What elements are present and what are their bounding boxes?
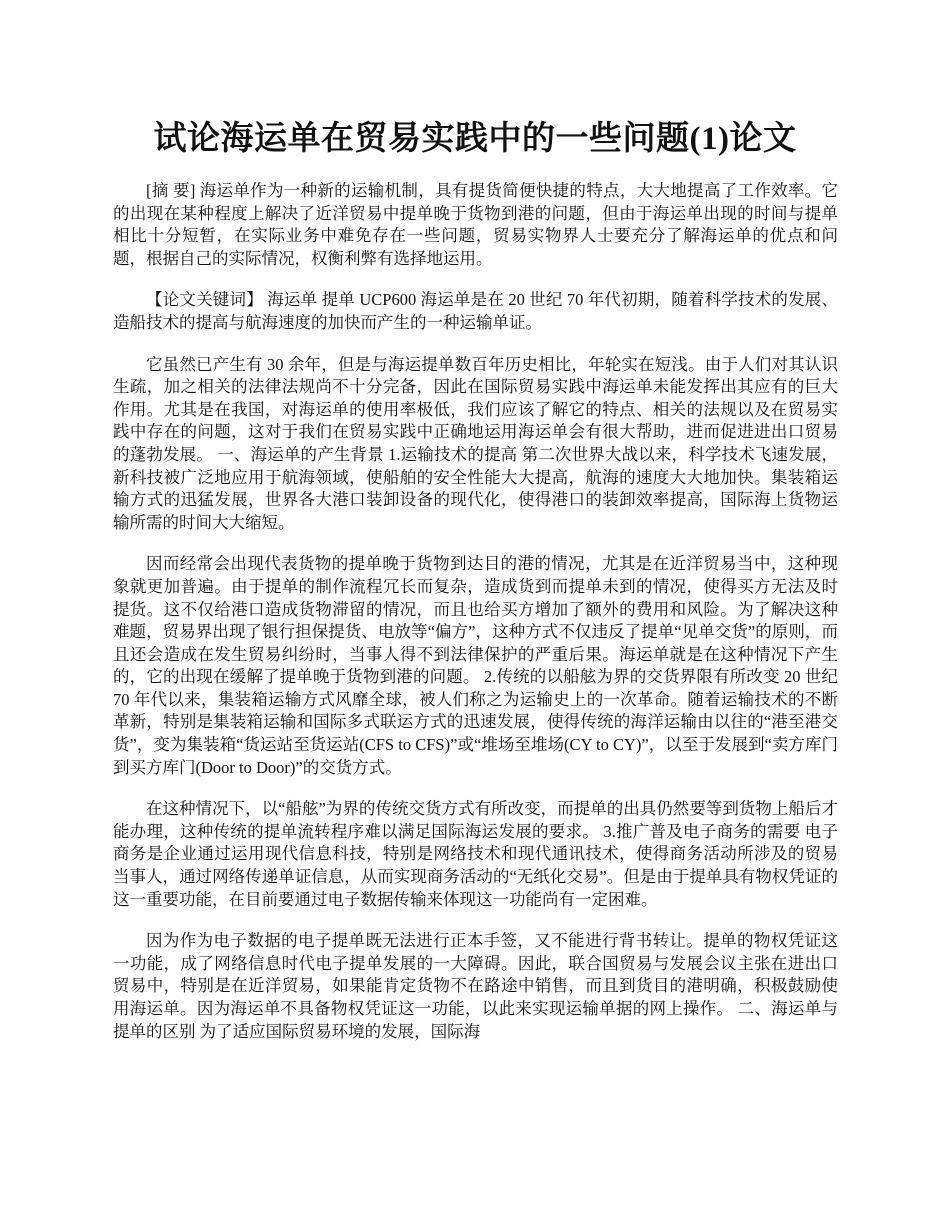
paragraph-electronic-bill: 因为作为电子数据的电子提单既无法进行正本手签，又不能进行背书转让。提单的物权凭证这一功能，成了网络信息时代电子提单发展的一大障碍。因此，联合国贸易与发展会议主张在进出口贸易中，特别是在近洋贸易，如果能肯定货物不在路途中销售，而且到货目的港明确，积极鼓励使用海运单。因为海运单不具备物权凭证这一功能，以此来实现运输单据的网上操作。 二、海运单与提单的区别 为了适应国际贸易环境的发展，国际海 <box>113 931 838 1041</box>
paragraph-abstract: [摘 要] 海运单作为一种新的运输机制，具有提货简便快捷的特点，大大地提高了工作效率。它的出现在某种程度上解决了近洋贸易中提单晚于货物到港的问题，但由于海运单出现的时间与提单相比十分短暂，在实际业务中难免存在一些问题，贸易实物界人士要充分了解海运单的优点和问题，根据自己的实际情况，权衡利弊有选择地运用。 <box>113 181 838 268</box>
paragraph-background: 它虽然已产生有 30 余年，但是与海运提单数百年历史相比，年轮实在短浅。由于人们对其认识生疏，加之相关的法律法规尚不十分完备，因此在国际贸易实践中海运单未能发挥出其应有的巨大作用。尤其是在我国，对海运单的使用率极低，我们应该了解它的特点、相关的法规以及在贸易实践中存在的问题，这对于我们在贸易实践中正确地运用海运单会有很大帮助，进而促进进出口贸易的蓬勃发展。 一、海运单的产生背景 1.运输技术的提高 第二次世界大战以来，科学技术飞速发展，新科技被广泛地应用于航海领域，使船舶的安全性能大大提高，航海的速度大大地加快。集装箱运输方式的迅猛发展，世界各大港口装卸设备的现代化，使得港口的装卸效率提高，国际海上货物运输所需的时间大大缩短。 <box>113 354 838 532</box>
paragraph-ecommerce: 在这种情况下，以“船舷”为界的传统交货方式有所改变，而提单的出具仍然要等到货物上船后才能办理，这种传统的提单流转程序难以满足国际海运发展的要求。 3.推广普及电子商务的需要 电子商务是企业通过运用现代信息科技，特别是网络技术和现代通讯技术，使得商务活动所涉及的贸易当事人，通过网络传递单证信息，从而实现商务活动的“无纸化交易”。但是由于提单具有物权凭证的这一重要功能，在目前要通过电子数据传输来体现这一功能尚有一定困难。 <box>113 799 838 909</box>
document-title: 试论海运单在贸易实践中的一些问题(1)论文 <box>153 121 797 157</box>
paragraph-keywords: 【论文关键词】 海运单 提单 UCP600 海运单是在 20 世纪 70 年代初期，随着科学技术的发展、造船技术的提高与航海速度的加快而产生的一种运输单证。 <box>113 290 838 332</box>
paragraph-delivery: 因而经常会出现代表货物的提单晚于货物到达目的港的情况，尤其是在近洋贸易当中，这种现象就更加普遍。由于提单的制作流程冗长而复杂，造成货到而提单未到的情况，使得买方无法及时提货。这不仅给港口造成货物滞留的情况，而且也给买方增加了额外的费用和风险。为了解决这种难题，贸易界出现了银行担保提货、电放等“偏方”，这种方式不仅违反了提单“见单交货”的原则，而且还会造成在发生贸易纠纷时，当事人得不到法律保护的严重后果。海运单就是在这种情况下产生的，它的出现在缓解了提单晚于货物到港的问题。 2.传统的以船舷为界的交货界限有所改变 20 世纪 70 年代以来，集装箱运输方式风靡全球，被人们称之为运输史上的一次革命。随着运输技术的不断革新，特别是集装箱运输和国际多式联运方式的迅速发展，使得传统的海洋运输由以往的“港至港交货”，变为集装箱“货运站至货运站(CFS to CFS)”或“堆场至堆场(CY to CY)”，以至于发展到“卖方库门到买方库门(Door to Door)”的交货方式。 <box>113 554 838 777</box>
document-body <box>113 180 838 1062</box>
